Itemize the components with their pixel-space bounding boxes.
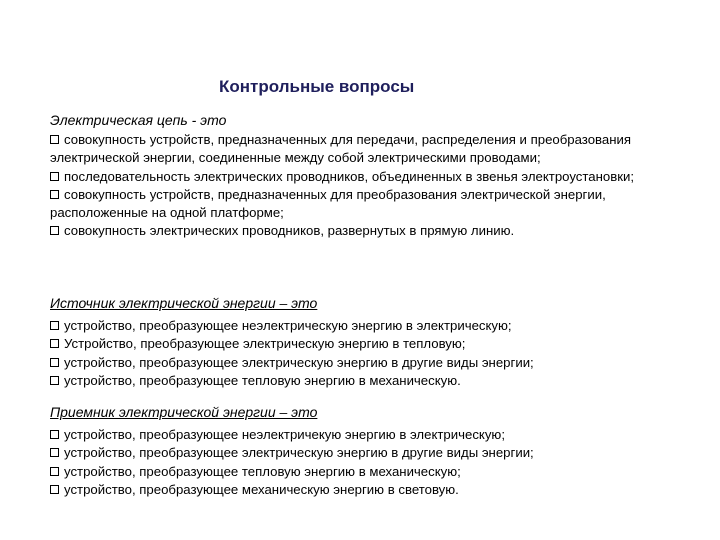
answer-option[interactable]	[50, 186, 680, 223]
answer-text: Устройство, преобразующее электрическую энергию в тепловую;	[64, 336, 466, 352]
answer-text: устройство, преобразующее неэлектрическую энергию в электрическую;	[64, 318, 512, 333]
answer-option[interactable]	[50, 481, 680, 499]
answer-options	[50, 131, 680, 241]
answer-option[interactable]	[50, 426, 680, 444]
answer-text: совокупность устройств, предназначенных для передачи, распределения и преобразования электрической энергии, соединенные между собой электрическими проводами;	[50, 132, 632, 166]
answer-option[interactable]	[50, 317, 680, 335]
answer-option[interactable]	[50, 222, 680, 240]
answer-option[interactable]	[50, 372, 680, 390]
question-electric-circuit	[50, 111, 680, 241]
answer-text: устройство, преобразующее электрическую энергию в другие виды энергии;	[64, 354, 534, 370]
question-energy-receiver	[50, 403, 680, 499]
checkbox-icon[interactable]	[50, 226, 59, 235]
question-heading: Электрическая цепь - это	[50, 112, 227, 128]
checkbox-icon[interactable]	[50, 321, 59, 330]
question-heading: Источник электрической энергии – это	[50, 295, 318, 311]
answer-text: устройство, преобразующее тепловую энергию в механическую.	[64, 372, 461, 388]
checkbox-icon[interactable]	[50, 172, 59, 181]
answer-options	[50, 426, 680, 499]
checkbox-icon[interactable]	[50, 376, 59, 385]
checkbox-icon[interactable]	[50, 485, 59, 494]
answer-option[interactable]	[50, 131, 680, 168]
answer-text: устройство, преобразующее механическую энергию в световую.	[64, 481, 459, 497]
answer-text: устройство, преобразующее неэлектричекую энергию в электрическую;	[64, 427, 505, 442]
answer-option[interactable]	[50, 168, 680, 186]
checkbox-icon[interactable]	[50, 467, 59, 476]
answer-option[interactable]	[50, 463, 680, 481]
answer-option[interactable]	[50, 444, 680, 462]
slide-title: Контрольные вопросы	[219, 77, 415, 96]
answer-text: совокупность устройств, предназначенных для преобразования электрической энергии, расположенные на одной платформе;	[50, 186, 606, 221]
answer-option[interactable]	[50, 354, 680, 372]
checkbox-icon[interactable]	[50, 430, 59, 439]
answer-text: последовательность электрических проводников, объединенных в звенья электроустановки;	[64, 168, 635, 184]
checkbox-icon[interactable]	[50, 339, 59, 348]
checkbox-icon[interactable]	[50, 190, 59, 199]
answer-option[interactable]	[50, 335, 680, 353]
answer-text: устройство, преобразующее тепловую энергию в механическую;	[64, 463, 461, 479]
answer-text: устройство, преобразующее электрическую энергию в другие виды энергии;	[64, 445, 534, 461]
answer-options	[50, 317, 680, 390]
question-heading: Приемник электрической энергии – это	[50, 404, 318, 420]
answer-text: совокупность электрических проводников, развернутых в прямую линию.	[64, 223, 515, 239]
checkbox-icon[interactable]	[50, 135, 59, 144]
question-energy-source	[50, 294, 680, 390]
checkbox-icon[interactable]	[50, 448, 59, 457]
checkbox-icon[interactable]	[50, 358, 59, 367]
